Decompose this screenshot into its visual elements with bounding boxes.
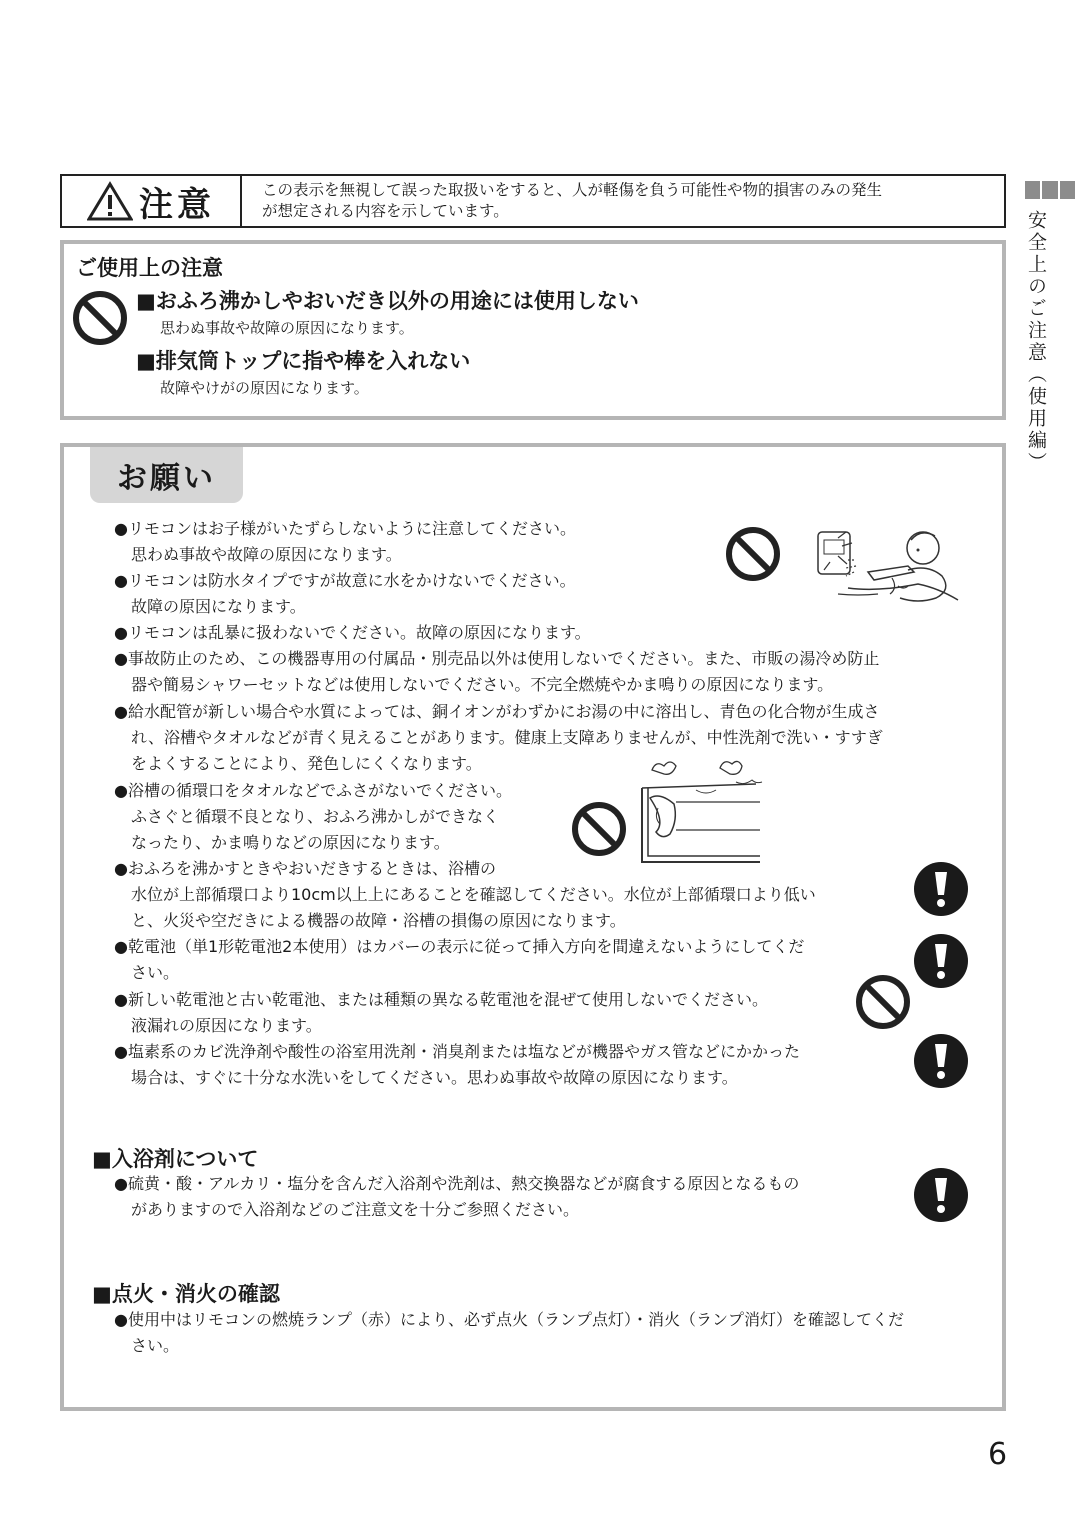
prohibition-icon xyxy=(724,525,782,583)
mandatory-action-icon xyxy=(913,861,969,917)
list-item: ●硫黄・酸・アルカリ・塩分を含んだ入浴剤や洗剤は、熱交換器などが腐食する原因となるもの xyxy=(114,1174,800,1193)
bath-agent-title: ■入浴剤について xyxy=(92,1147,259,1171)
usage-item-sub: 思わぬ事故や故障の原因になります。 xyxy=(160,319,414,337)
list-item: ●新しい乾電池と古い乾電池、または種類の異なる乾電池を混ぜて使用しないでください。 xyxy=(114,990,768,1009)
list-item: ●使用中はリモコンの燃焼ランプ（赤）により、必ず点火（ランプ点灯）・消火（ランプ消灯）を確認してくだ xyxy=(114,1310,904,1329)
usage-item-title: ■排気筒トップに指や棒を入れない xyxy=(136,349,471,373)
list-item: れ、浴槽やタオルなどが青く見えることがあります。健康上支障ありませんが、中性洗剤で洗い・すすぎ xyxy=(131,728,883,747)
list-item: ●リモコンは乱暴に扱わないでください。故障の原因になります。 xyxy=(114,623,591,642)
usage-item-title: ■おふろ沸かしやおいだき以外の用途には使用しない xyxy=(136,289,639,313)
list-item: ●給水配管が新しい場合や水質によっては、銅イオンがわずかにお湯の中に溶出し、青色の化合物が生成さ xyxy=(114,702,880,721)
caution-description-line: この表示を無視して誤った取扱いをすると、人が軽傷を負う可能性や物的損害のみの発生 xyxy=(262,181,883,199)
list-item: さい。 xyxy=(131,963,180,982)
list-item: さい。 xyxy=(131,1336,180,1355)
list-item: ●乾電池（単1形乾電池2本使用）はカバーの表示に従って挿入方向を間違えないようにしてくだ xyxy=(114,937,805,956)
list-item: ●塩素系のカビ洗浄剤や酸性の浴室用洗剤・消臭剤または塩などが機器やガス管などにかかった xyxy=(114,1042,800,1061)
side-tab-marker xyxy=(1025,181,1075,199)
caution-description xyxy=(262,180,994,222)
list-item: がありますので入浴剤などのご注意文を十分ご参照ください。 xyxy=(131,1200,580,1219)
usage-item-sub: 故障やけがの原因になります。 xyxy=(160,379,369,397)
ignition-title: ■点火・消火の確認 xyxy=(92,1282,280,1306)
mandatory-action-icon xyxy=(913,1167,969,1223)
prohibition-icon xyxy=(72,290,128,346)
mandatory-action-icon xyxy=(913,1033,969,1089)
list-item: をよくすることにより、発色しにくくなります。 xyxy=(131,754,482,773)
list-item: 水位が上部循環口より10cm以上上にあることを確認してください。水位が上部循環口より低い xyxy=(131,885,816,904)
list-item: ●浴槽の循環口をタオルなどでふさがないでください。 xyxy=(114,781,512,800)
prohibition-icon xyxy=(570,800,628,858)
list-item: ●リモコンはお子様がいたずらしないように注意してください。 xyxy=(114,519,576,538)
caution-description-line: が想定される内容を示しています。 xyxy=(262,202,509,220)
list-item: と、火災や空だきによる機器の故障・浴槽の損傷の原因になります。 xyxy=(131,911,626,930)
list-item: 場合は、すぐに十分な水洗いをしてください。思わぬ事故や故障の原因になります。 xyxy=(131,1068,738,1087)
warning-triangle-icon xyxy=(87,181,133,221)
list-item: なったり、かま鳴りなどの原因になります。 xyxy=(131,833,450,852)
bathtub-towel-illustration xyxy=(636,758,768,870)
caution-header xyxy=(60,174,1006,228)
request-heading: お願い xyxy=(90,447,243,503)
mandatory-action-icon xyxy=(913,933,969,989)
list-item: ●リモコンは防水タイプですが故意に水をかけないでください。 xyxy=(114,571,576,590)
side-section-label: 安全上のご注意（使用編） xyxy=(1025,210,1047,474)
list-item: 故障の原因になります。 xyxy=(131,597,306,616)
page-number: 6 xyxy=(988,1437,1008,1472)
caution-word: 注意 xyxy=(139,184,215,225)
list-item: 液漏れの原因になります。 xyxy=(131,1016,322,1035)
child-splashing-remote-illustration xyxy=(808,520,968,612)
list-item: ●おふろを沸かすときやおいだきするときは、浴槽の xyxy=(114,859,496,878)
list-item: 思わぬ事故や故障の原因になります。 xyxy=(131,545,402,564)
list-item: ●事故防止のため、この機器専用の付属品・別売品以外は使用しないでください。また、市販の湯冷め防止 xyxy=(114,649,880,668)
list-item: 器や簡易シャワーセットなどは使用しないでください。不完全燃焼やかま鳴りの原因になります。 xyxy=(131,675,834,694)
caution-label xyxy=(62,176,242,226)
prohibition-icon xyxy=(854,973,912,1031)
usage-title: ご使用上の注意 xyxy=(76,256,223,280)
list-item: ふさぐと循環不良となり、おふろ沸かしができなく xyxy=(131,807,500,826)
